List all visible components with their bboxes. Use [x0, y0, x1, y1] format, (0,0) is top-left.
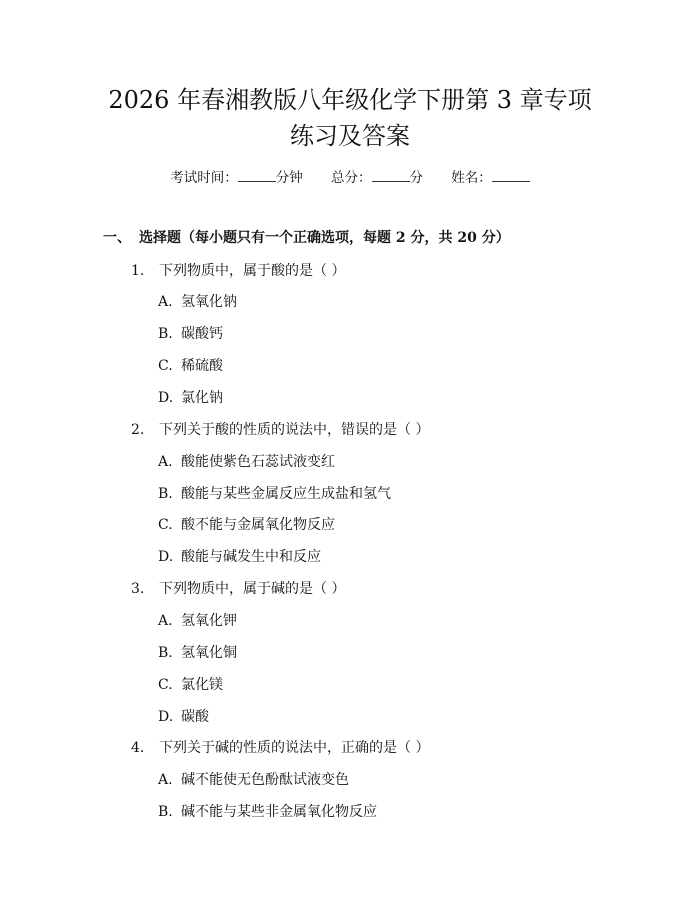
question-text: 下列物质中，属于碱的是（ ）	[159, 581, 346, 597]
question-3-option-b[interactable]	[158, 643, 618, 663]
exam-info-row	[0, 167, 700, 188]
option-text: 碳酸	[181, 709, 209, 725]
question-1-option-d[interactable]	[158, 388, 618, 408]
exam-time-unit: 分钟	[275, 170, 303, 186]
student-name-field	[451, 170, 530, 186]
option-label: A.	[158, 772, 173, 788]
option-label: C.	[158, 677, 173, 693]
option-text: 酸能与某些金属反应生成盐和氢气	[181, 486, 391, 502]
option-text: 氯化钠	[181, 390, 223, 406]
question-3	[131, 579, 631, 599]
total-score-label: 总分：	[331, 170, 372, 186]
question-number: 2.	[131, 422, 145, 438]
option-label: B.	[158, 804, 173, 820]
option-text: 碳酸钙	[181, 326, 223, 342]
question-1-option-b[interactable]	[158, 324, 618, 344]
option-label: B.	[158, 326, 173, 342]
option-text: 稀硫酸	[181, 358, 223, 374]
student-name-blank[interactable]	[492, 167, 530, 182]
question-2-option-a[interactable]	[158, 452, 618, 472]
question-text: 下列物质中，属于酸的是（ ）	[159, 263, 346, 279]
option-text: 氯化镁	[181, 677, 223, 693]
option-label: B.	[158, 645, 173, 661]
total-score-unit: 分	[409, 170, 423, 186]
option-text: 碱不能使无色酚酞试液变色	[181, 772, 349, 788]
question-2	[131, 420, 631, 440]
option-text: 酸能与碱发生中和反应	[181, 549, 321, 565]
question-3-option-a[interactable]	[158, 611, 618, 631]
exam-time-label: 考试时间：	[170, 170, 238, 186]
document-title-line-2: 练习及答案	[290, 122, 410, 150]
option-label: A.	[158, 613, 173, 629]
question-3-option-c[interactable]	[158, 675, 618, 695]
option-text: 氢氧化钾	[181, 613, 237, 629]
option-label: A.	[158, 454, 173, 470]
question-2-option-c[interactable]	[158, 515, 618, 535]
total-score-field	[331, 170, 427, 186]
question-1	[131, 261, 631, 281]
option-text: 氢氧化钠	[181, 294, 237, 310]
question-4	[131, 738, 631, 758]
option-label: C.	[158, 358, 173, 374]
question-text: 下列关于酸的性质的说法中，错误的是（ ）	[159, 422, 430, 438]
option-label: A.	[158, 294, 173, 310]
option-label: B.	[158, 486, 173, 502]
section-number: 一、	[103, 230, 131, 246]
section-heading	[103, 228, 510, 248]
question-1-option-a[interactable]	[158, 292, 618, 312]
question-text: 下列关于碱的性质的说法中，正确的是（ ）	[159, 740, 430, 756]
document-title-line-1: 2026 年春湘教版八年级化学下册第 3 章专项	[108, 86, 592, 114]
option-label: C.	[158, 517, 173, 533]
option-label: D.	[158, 709, 174, 725]
option-label: D.	[158, 549, 174, 565]
question-number: 1.	[131, 263, 145, 279]
option-text: 酸能使紫色石蕊试液变红	[181, 454, 335, 470]
question-2-option-d[interactable]	[158, 547, 618, 567]
option-text: 氢氧化铜	[181, 645, 237, 661]
option-label: D.	[158, 390, 174, 406]
exam-time-blank[interactable]	[238, 167, 276, 182]
exam-time-field	[170, 170, 307, 186]
option-text: 酸不能与金属氧化物反应	[181, 517, 335, 533]
question-2-option-b[interactable]	[158, 484, 618, 504]
question-number: 4.	[131, 740, 145, 756]
question-1-option-c[interactable]	[158, 356, 618, 376]
question-4-option-a[interactable]	[158, 770, 618, 790]
section-heading-text: 选择题（每小题只有一个正确选项，每题 2 分，共 20 分）	[139, 230, 510, 246]
question-number: 3.	[131, 581, 145, 597]
student-name-label: 姓名：	[451, 170, 492, 186]
option-text: 碱不能与某些非金属氧化物反应	[181, 804, 377, 820]
question-3-option-d[interactable]	[158, 707, 618, 727]
total-score-blank[interactable]	[372, 167, 410, 182]
question-4-option-b[interactable]	[158, 802, 618, 822]
